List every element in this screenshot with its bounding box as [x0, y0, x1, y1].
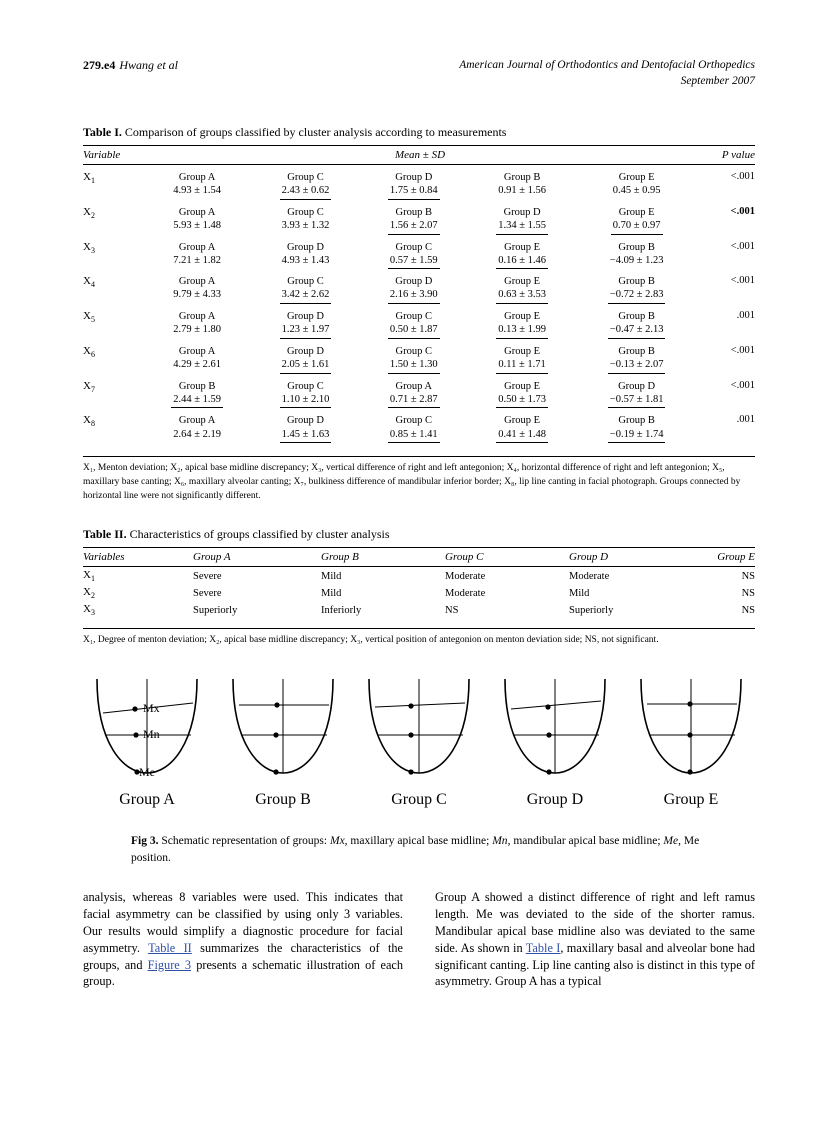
group-value-text: 4.93 ± 1.43: [281, 254, 330, 266]
figure-annotation-mx: Mx: [143, 701, 160, 716]
variable-subscript: 8: [90, 419, 95, 429]
table2-cell: Moderate: [445, 570, 486, 582]
table1-measurement-cell: [360, 304, 468, 339]
table2-header-group-b: Group B: [321, 551, 359, 564]
page-number: 279.e4: [83, 58, 116, 72]
group-value: [143, 323, 251, 337]
table1-measurement-cell: [576, 200, 697, 235]
group-value-text: 1.45 ± 1.63: [280, 428, 332, 444]
group-value-text: 0.45 ± 0.95: [612, 185, 661, 197]
figure-caption-mn-text: , mandibular apical base midline;: [507, 835, 664, 848]
group-value-text: 0.50 ± 1.87: [388, 323, 440, 339]
table1-header-row: [83, 146, 755, 165]
table-row: [83, 165, 755, 200]
variable-subscript: 3: [90, 608, 95, 618]
figure-caption-mn: Mn: [492, 835, 508, 848]
table1-title: Comparison of groups classified by cluster analysis according to measurements: [124, 125, 507, 140]
group-value-text: 2.64 ± 2.19: [173, 428, 222, 440]
variable-subscript: 5: [90, 315, 95, 325]
group-value: [576, 184, 697, 198]
table1-measurement-cell: [576, 339, 697, 374]
figure-3-row: [83, 673, 755, 809]
group-value-text: −0.13 ± 2.07: [608, 358, 666, 374]
table1-measurement-cell: [143, 374, 251, 409]
table1-measurement-cell: [360, 269, 468, 304]
figure-caption-mx-text: , maxillary apical base midline;: [344, 835, 493, 848]
group-value-text: 0.13 ± 1.99: [496, 323, 548, 339]
group-name: Group A: [178, 415, 216, 427]
group-value-text: 5.93 ± 1.48: [173, 219, 222, 231]
table-row: [83, 235, 755, 270]
table1-measurement-cell: [468, 200, 576, 235]
variable-symbol: X: [83, 603, 91, 616]
group-value: [576, 254, 697, 268]
table1-measurement-cell: [143, 339, 251, 374]
table1-measurement-cell: [251, 165, 359, 200]
group-value: [251, 254, 359, 268]
group-value: [576, 288, 697, 304]
table-row: [83, 567, 755, 585]
table1-variable: [83, 304, 143, 339]
group-value: [143, 288, 251, 302]
table1-measurement-cell: [576, 235, 697, 270]
group-value-text: 9.79 ± 4.33: [173, 289, 222, 301]
table1-measurement-cell: [251, 235, 359, 270]
group-name: Group D: [618, 380, 656, 392]
table2-label: Table II.: [83, 527, 127, 542]
table1-measurement-cell: [360, 374, 468, 409]
group-value: [576, 358, 697, 374]
group-name: Group B: [178, 380, 216, 392]
group-value: [143, 428, 251, 442]
variable-subscript: 1: [90, 176, 95, 186]
group-name: Group D: [395, 172, 433, 184]
table1-measurement-cell: [576, 304, 697, 339]
group-name: Group D: [503, 206, 541, 218]
group-name: Group E: [504, 276, 541, 288]
variable-symbol: X: [83, 586, 91, 599]
group-name: Group C: [287, 206, 324, 218]
table-row: [83, 585, 755, 602]
group-value-text: 0.57 ± 1.59: [388, 254, 440, 270]
table1-measurement-cell: [360, 165, 468, 200]
variable-subscript: 2: [90, 591, 95, 601]
group-value-text: −4.09 ± 1.23: [609, 254, 664, 266]
variable-subscript: 7: [90, 384, 95, 394]
table1-measurement-cell: [468, 165, 576, 200]
link-figure-3[interactable]: Figure 3: [147, 957, 192, 972]
table2-cell: Superiorly: [193, 604, 238, 616]
group-name: Group C: [395, 415, 433, 427]
variable-subscript: 1: [90, 574, 95, 584]
table1-caption: [83, 125, 755, 140]
table2-caption: [83, 527, 755, 542]
table1-measurement-cell: [468, 269, 576, 304]
table2-header-variables: Variables: [83, 551, 125, 564]
group-value: [468, 288, 576, 304]
table2-cell: NS: [741, 604, 755, 616]
table1-measurement-cell: [576, 269, 697, 304]
variable-symbol: X: [83, 240, 91, 253]
variable-symbol: X: [83, 310, 91, 323]
running-head-right: [459, 58, 755, 89]
table1-measurement-cell: [251, 408, 359, 451]
group-value-text: 0.11 ± 1.71: [496, 358, 547, 374]
group-value-text: 4.93 ± 1.54: [173, 185, 222, 197]
group-value: [360, 288, 468, 304]
group-value-text: 2.79 ± 1.80: [173, 324, 222, 336]
table1-measurement-cell: [468, 408, 576, 451]
table1-measurement-cell: [576, 374, 697, 409]
issue-date: September 2007: [680, 74, 755, 87]
body-columns: [83, 889, 755, 991]
figure-label-group-b: Group B: [255, 791, 311, 809]
variable-subscript: 4: [90, 280, 95, 290]
table1-body: [83, 165, 755, 452]
table1-pvalue: .001: [736, 414, 755, 426]
figure-annotation-me: Me: [139, 765, 155, 780]
group-name: Group B: [503, 172, 541, 184]
link-table-1[interactable]: Table I: [525, 940, 561, 955]
table1-measurement-cell: [143, 408, 251, 451]
table2-body: [83, 567, 755, 623]
figure-label-group-d: Group D: [526, 791, 584, 809]
table2-cell: NS: [741, 570, 755, 582]
group-value-text: 3.42 ± 2.62: [280, 288, 332, 304]
group-value: [251, 323, 359, 339]
table1-measurement-cell: [251, 200, 359, 235]
table1-measurement-cell: [143, 235, 251, 270]
variable-symbol: X: [83, 414, 91, 427]
table1-header-mean: Mean ± SD: [394, 149, 446, 162]
table-row: [83, 374, 755, 409]
table1-variable: [83, 200, 143, 235]
group-name: Group D: [286, 415, 324, 427]
group-value-text: −0.72 ± 2.83: [608, 288, 666, 304]
table1-pvalue: <.001: [730, 171, 755, 183]
table2-header-group-c: Group C: [445, 551, 484, 564]
group-value-text: 7.21 ± 1.82: [173, 254, 222, 266]
table1-pvalue: .001: [736, 310, 755, 322]
group-name: Group E: [618, 206, 655, 218]
variable-symbol: X: [83, 379, 91, 392]
table1-pvalue: <.001: [730, 344, 755, 356]
table1-pvalue: <.001: [730, 275, 755, 287]
table2-variable: [83, 585, 193, 602]
body-right-part2: , maxillary basal and alveolar bone had significant canting. Lip line canting also is distinct in this type of asymmetry. Group A has a typical: [435, 940, 755, 989]
running-head: [83, 58, 755, 89]
variable-symbol: X: [83, 568, 91, 581]
figure-3: [83, 673, 755, 823]
group-value-text: 4.29 ± 2.61: [173, 358, 222, 370]
figure-caption-mx: Mx: [329, 835, 345, 848]
body-column-left: [83, 889, 403, 991]
group-name: Group B: [618, 311, 655, 323]
figure-3-caption: [83, 833, 755, 866]
variable-subscript: 3: [90, 245, 95, 255]
group-name: Group D: [286, 311, 324, 323]
group-value-text: 0.70 ± 0.97: [611, 219, 663, 235]
table2-footnote: [83, 628, 755, 648]
table1-measurement-cell: [576, 408, 697, 451]
group-value: [360, 254, 468, 270]
figure-group-e: [627, 673, 755, 809]
group-value-text: 1.56 ± 2.07: [388, 219, 440, 235]
figure-3-label: Fig 3.: [131, 835, 159, 848]
table1: [83, 145, 755, 451]
running-head-authors: Hwang et al: [119, 58, 178, 72]
group-value-text: 2.16 ± 3.90: [388, 288, 440, 304]
group-name: Group D: [395, 276, 433, 288]
variable-symbol: X: [83, 171, 91, 184]
table1-header-variable: Variable: [83, 149, 121, 162]
table2-variable: [83, 567, 193, 585]
group-value: [143, 393, 251, 409]
table2-cell: Inferiorly: [321, 604, 362, 616]
figure-label-group-c: Group C: [391, 791, 447, 809]
table-row: [83, 200, 755, 235]
group-name: Group D: [286, 241, 324, 253]
link-table-2[interactable]: Table II: [148, 940, 192, 955]
group-name: Group E: [504, 311, 541, 323]
group-value-text: 0.91 ± 1.56: [498, 185, 546, 197]
group-value-text: 0.71 ± 2.87: [388, 393, 440, 409]
table1-measurement-cell: [143, 304, 251, 339]
group-name: Group E: [504, 241, 541, 253]
table1-measurement-cell: [360, 235, 468, 270]
table2-variable: [83, 602, 193, 623]
group-value: [143, 254, 251, 268]
group-name: Group C: [287, 276, 324, 288]
group-value-text: 0.50 ± 1.73: [496, 393, 548, 409]
arch-diagram-e: [627, 673, 755, 785]
group-value-text: 2.44 ± 1.59: [171, 393, 223, 409]
body-right-part1: Group A showed a distinct difference of right and left ramus length. Me was deviated to the side of the shorter ramus. Mandibular apical base midline also was deviated to the same side. As shown in: [435, 889, 755, 955]
group-value: [360, 428, 468, 444]
group-name: Group A: [178, 241, 216, 253]
group-value-text: 1.75 ± 0.84: [388, 184, 440, 200]
table1-measurement-cell: [468, 304, 576, 339]
table2-cell: Moderate: [569, 570, 610, 582]
group-value: [143, 219, 251, 233]
group-name: Group A: [395, 380, 433, 392]
figure-group-d: [491, 673, 619, 809]
figure-caption-me: Me: [663, 835, 679, 848]
group-value: [468, 393, 576, 409]
page-content: [83, 58, 755, 990]
group-name: Group E: [504, 415, 541, 427]
table-row: [83, 339, 755, 374]
group-value: [360, 393, 468, 409]
arch-diagram-c: [355, 673, 483, 785]
group-name: Group C: [287, 172, 324, 184]
table1-footnote-text: X₁, Menton deviation; X₂, apical base midline discrepancy; X₃, vertical difference of right and left antegonion; X₄, horizontal difference of right and left antegonion; X₅, maxillary base canting; X₆, maxillary alveolar canting; X₇, bulkiness difference of mandibular inferior border; X₈, lip line canting in facial photograph. Groups connected by horizontal line were not significantly different.: [83, 463, 741, 501]
group-value: [251, 219, 359, 233]
group-value: [360, 323, 468, 339]
table1-measurement-cell: [143, 165, 251, 200]
body-left-part3: presents a schematic illustration of each group.: [83, 957, 404, 989]
group-value: [360, 184, 468, 200]
group-name: Group C: [287, 380, 324, 392]
group-value-text: 1.10 ± 2.10: [280, 393, 332, 409]
table2-cell: Severe: [193, 570, 222, 582]
group-name: Group D: [286, 345, 324, 357]
table1-header-pvalue: P value: [721, 149, 755, 162]
table2-cell: Severe: [193, 587, 222, 599]
table2-header-group-d: Group D: [569, 551, 609, 564]
group-value: [468, 219, 576, 235]
table1-measurement-cell: [251, 374, 359, 409]
table1-measurement-cell: [576, 165, 697, 200]
table1-measurement-cell: [468, 235, 576, 270]
table1-pvalue: <.001: [730, 379, 755, 391]
table1-label: Table I.: [83, 125, 122, 140]
group-value: [143, 358, 251, 372]
table2-header-group-a: Group A: [193, 551, 231, 564]
figure-group-c: [355, 673, 483, 809]
group-name: Group B: [395, 206, 433, 218]
table1-pvalue: <.001: [730, 205, 755, 217]
group-value: [468, 184, 576, 198]
group-name: Group A: [178, 206, 216, 218]
figure-annotation-mn: Mn: [143, 727, 160, 742]
table2-cell: Mild: [321, 587, 342, 599]
group-value-text: −0.47 ± 2.13: [608, 323, 666, 339]
group-value-text: 2.43 ± 0.62: [280, 184, 332, 200]
table1-measurement-cell: [360, 339, 468, 374]
table1-measurement-cell: [143, 200, 251, 235]
group-name: Group B: [618, 241, 655, 253]
table2-cell: NS: [445, 604, 459, 616]
figure-label-group-a: Group A: [119, 791, 175, 809]
table2-footnote-text: X₁, Degree of menton deviation; X₂, apical base midline discrepancy; X₃, vertical position of antegonion on menton deviation side; NS, not significant.: [83, 634, 659, 645]
table1-variable: [83, 374, 143, 409]
group-name: Group C: [395, 241, 433, 253]
table2-title: Characteristics of groups classified by cluster analysis: [129, 527, 390, 542]
group-value-text: 1.50 ± 1.30: [388, 358, 440, 374]
figure-caption-intro: Schematic representation of groups:: [161, 835, 330, 848]
table1-measurement-cell: [360, 200, 468, 235]
table1-footnote: [83, 456, 755, 503]
running-head-left: [83, 58, 178, 73]
table2-cell: Mild: [321, 570, 342, 582]
group-value: [468, 358, 576, 374]
group-value-text: 0.16 ± 1.46: [496, 254, 548, 270]
group-value: [468, 428, 576, 444]
group-name: Group C: [395, 311, 433, 323]
table2-header-row: [83, 548, 755, 567]
group-value: [576, 393, 697, 409]
group-name: Group A: [178, 345, 216, 357]
table2-cell: NS: [741, 587, 755, 599]
group-value: [468, 323, 576, 339]
table1-measurement-cell: [468, 339, 576, 374]
group-name: Group A: [178, 311, 216, 323]
table1-variable: [83, 408, 143, 451]
table-row: [83, 269, 755, 304]
group-value-text: 1.23 ± 1.97: [280, 323, 332, 339]
table1-variable: [83, 269, 143, 304]
table1-pvalue: <.001: [730, 240, 755, 252]
table2-cell: Superiorly: [569, 604, 614, 616]
table2: [83, 547, 755, 622]
group-value: [576, 323, 697, 339]
group-name: Group B: [618, 345, 655, 357]
variable-symbol: X: [83, 344, 91, 357]
table1-measurement-cell: [251, 339, 359, 374]
arch-diagram-d: [491, 673, 619, 785]
group-value-text: 1.34 ± 1.55: [496, 219, 548, 235]
variable-subscript: 6: [90, 350, 95, 360]
table1-measurement-cell: [360, 408, 468, 451]
group-name: Group E: [504, 380, 541, 392]
group-value: [251, 428, 359, 444]
figure-group-b: [219, 673, 347, 809]
group-name: Group B: [618, 415, 655, 427]
group-value: [251, 288, 359, 304]
group-value: [360, 219, 468, 235]
table-row: [83, 304, 755, 339]
table1-variable: [83, 235, 143, 270]
group-value-text: 2.05 ± 1.61: [280, 358, 332, 374]
group-name: Group E: [618, 172, 655, 184]
table-row: [83, 408, 755, 451]
variable-subscript: 2: [90, 210, 95, 220]
variable-symbol: X: [83, 205, 91, 218]
table1-measurement-cell: [251, 269, 359, 304]
table1-measurement-cell: [468, 374, 576, 409]
group-value: [360, 358, 468, 374]
group-value-text: 0.41 ± 1.48: [496, 428, 548, 444]
table1-variable: [83, 339, 143, 374]
group-value: [576, 428, 697, 444]
group-name: Group B: [618, 276, 655, 288]
group-value: [251, 358, 359, 374]
group-value-text: 3.93 ± 1.32: [281, 219, 330, 231]
arch-diagram-b: [219, 673, 347, 785]
group-value-text: 0.63 ± 3.53: [496, 288, 548, 304]
figure-group-a: [83, 673, 211, 809]
body-column-right: [435, 889, 755, 991]
group-value: [143, 184, 251, 198]
group-name: Group E: [504, 345, 541, 357]
variable-symbol: X: [83, 275, 91, 288]
group-value-text: −0.19 ± 1.74: [608, 428, 666, 444]
table-row: [83, 602, 755, 623]
group-name: Group A: [178, 172, 216, 184]
body-left-part2: summarizes the characteristics of the groups, and: [83, 940, 403, 972]
group-value-text: 0.85 ± 1.41: [388, 428, 440, 444]
group-name: Group C: [395, 345, 433, 357]
group-value: [251, 393, 359, 409]
group-value: [576, 219, 697, 235]
group-value: [251, 184, 359, 200]
group-value-text: −0.57 ± 1.81: [608, 393, 666, 409]
figure-label-group-e: Group E: [663, 791, 719, 809]
body-left-part1: analysis, whereas 8 variables were used. This indicates that facial asymmetry can be classified by using only 3 variables. Our results would simplify a diagnostic procedure for facial asymmetry.: [83, 889, 403, 955]
group-name: Group A: [178, 276, 216, 288]
table2-header-group-e: Group E: [717, 551, 755, 564]
table2-cell: Mild: [569, 587, 590, 599]
table1-measurement-cell: [251, 304, 359, 339]
journal-name: American Journal of Orthodontics and Dentofacial Orthopedics: [459, 59, 755, 71]
table1-measurement-cell: [143, 269, 251, 304]
figure-caption-me-text: , Me position.: [131, 835, 700, 864]
table1-variable: [83, 165, 143, 200]
group-value: [468, 254, 576, 270]
table2-cell: Moderate: [445, 587, 486, 599]
